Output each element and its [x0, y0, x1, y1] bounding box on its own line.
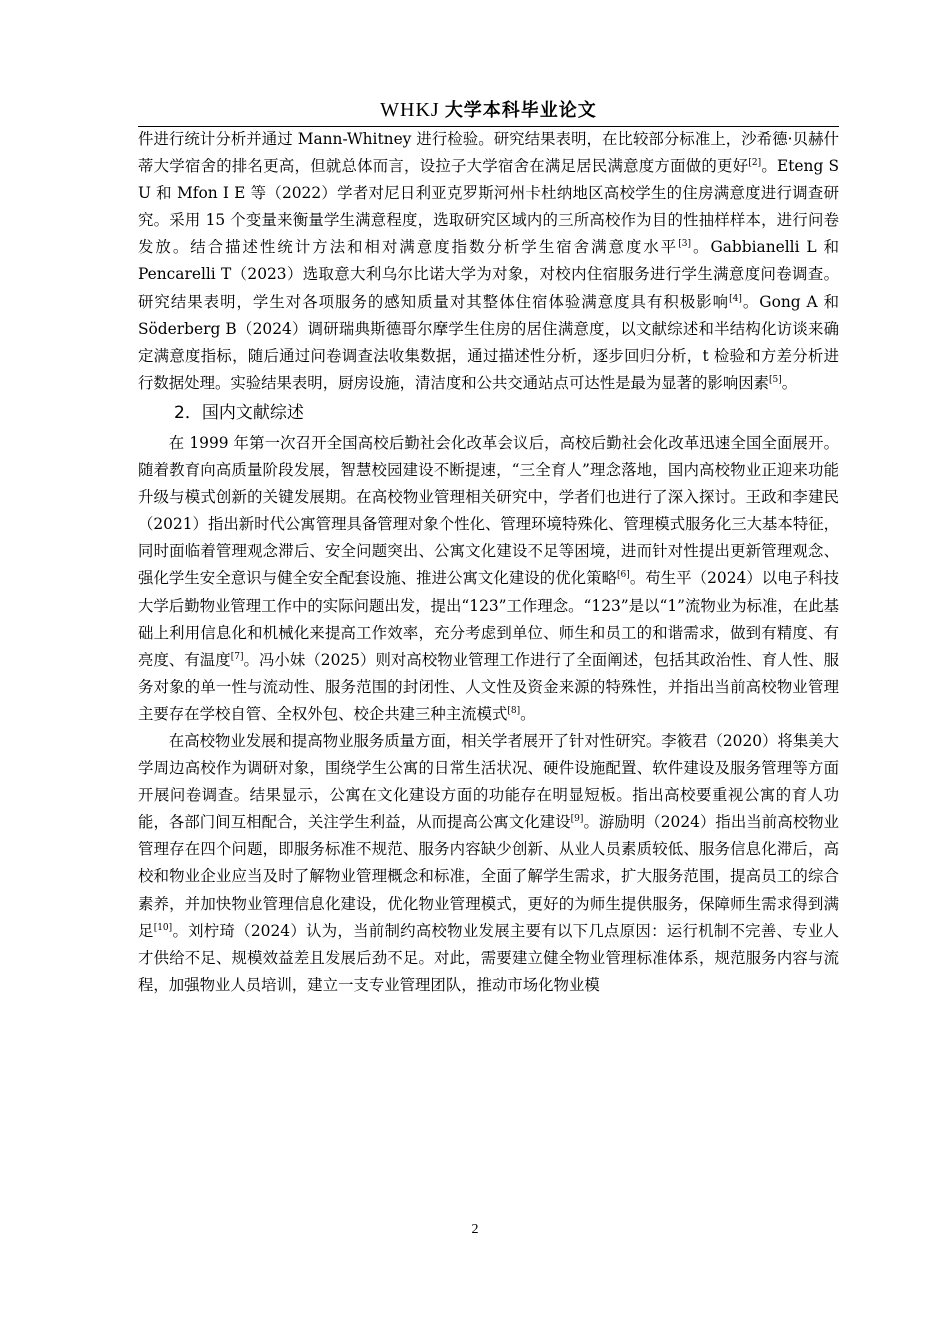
text-run: 件进行统计分析并通过 Mann-Whitney 进行检验。研究结果表明，在比较部分标准上，沙希德·贝赫什蒂大学宿舍的排名更高，但就总体而言，设拉子大学宿舍在满足居民满意度方面做的更好 [138, 130, 839, 176]
text-run: 在高校物业发展和提高物业服务质量方面，相关学者展开了针对性研究。李筱君（2020）将集美大学周边高校作为调研对象，围绕学生公寓的日常生活状况、硬件设施配置、软件建设及服务管理等方面开展问卷调查。结果显示，公寓在文化建设方面的功能存在明显短板。指出高校要重视公寓的育人功能，各部门间互相配合，关注学生利益，从而提高公寓文化建设 [138, 731, 839, 832]
text-run: 。Gong A 和 Söderberg B（2024）调研瑞典斯德哥尔摩学生住房的居住满意度，以文献综述和半结构化访谈来确定满意度指标，随后通过问卷调查法收集数据，通过描述性分析，逐步回归分析，t 检验和方差分析进行数据处理。实验结果表明，厨房设施，清洁度和公共交通站点可达性是最为显著的影响因素 [138, 292, 839, 392]
citation-ref: [3] [678, 239, 691, 250]
citation-ref: [5] [769, 374, 782, 385]
page-header [138, 92, 839, 127]
citation-ref: [7] [230, 651, 244, 662]
text-run: 。刘柠琦（2024）认为，当前制约高校物业发展主要有以下几点原因：运行机制不完善、专业人才供给不足、规模效益差且发展后劲不足。对此，需要建立健全物业管理标准体系，规范服务内容与流程，加强物业人员培训，建立一支专业管理团队，推动市场化物业模 [138, 921, 839, 994]
paragraph-1 [138, 126, 839, 397]
text-run: 。Gabbianelli L 和 Pencarelli T（2023）选取意大利乌尔比诺大学为对象，对校内住宿服务进行学生满意度问卷调查。研究结果表明，学生对各项服务的感知质量对其整体住宿体验满意度具有积极影响 [138, 238, 839, 311]
body-text [138, 126, 839, 999]
header-title: 大学本科毕业论文 [444, 100, 597, 121]
citation-ref: [2] [748, 158, 762, 169]
text-run: 。冯小妹（2025）则对高校物业管理工作进行了全面阐述，包括其政治性、育人性、服务对象的单一性与流动性、服务范围的封闭性、人文性及资金来源的特殊性，并指出当前高校物业管理主要存在学校自管、全权外包、校企共建三种主流模式 [138, 650, 839, 723]
text-run: 。 [781, 373, 798, 392]
text-run: 。苟生平（2024）以电子科技大学后勤物业管理工作中的实际问题出发，提出“123”工作理念。“123”是以“1”流物业为标准，在此基础上利用信息化和机械化来提高工作效率，充分考虑到单位、师生和员工的和谐需求，做到有精度、有亮度、有温度 [138, 569, 839, 669]
page-number: 2 [471, 1222, 479, 1237]
citation-ref: [10] [153, 922, 173, 933]
text-run: 。 [520, 704, 536, 723]
text-run: 。Eteng S U 和 Mfon I E 等（2022）学者对尼日利亚克罗斯河州卡杜纳地区高校学生的住房满意度进行调查研究。采用 15 个变量来衡量学生满意程度，选取研究区域内的三所高校作为目的性抽样样本，进行问卷发放。结合描述性统计方法和相对满意度指数分析学生宿舍满意度水平 [138, 157, 839, 257]
citation-ref: [6] [617, 570, 630, 581]
citation-ref: [9] [570, 814, 584, 825]
paragraph-2 [138, 430, 839, 728]
citation-ref: [4] [729, 293, 742, 304]
section-heading: 2．国内文献综述 [174, 402, 304, 423]
paragraph-3 [138, 728, 839, 999]
text-run: 在 1999 年第一次召开全国高校后勤社会化改革会议后，高校后勤社会化改革迅速全国全面展开。随着教育向高质量阶段发展，智慧校园建设不断提速，“三全育人”理念落地，国内高校物业正迎来功能升级与模式创新的关键发展期。在高校物业管理相关研究中，学者们也进行了深入探讨。王政和李建民（2021）指出新时代公寓管理具备管理对象个性化、管理环境特殊化、管理模式服务化三大基本特征，同时面临着管理观念滞后、安全问题突出、公寓文化建设不足等困境，进而针对性提出更新管理观念、强化学生安全意识与健全安全配套设施、推进公寓文化建设的优化策略 [138, 433, 839, 588]
text-run: 。游励明（2024）指出当前高校物业管理存在四个问题，即服务标准不规范、服务内容缺少创新、从业人员素质较低、服务信息化滞后，高校和物业企业应当及时了解物业管理概念和标准，全面了解学生需求，扩大服务范围，提高员工的综合素养，并加快物业管理信息化建设，优化物业管理模式，更好的为师生提供服务，保障师生需求得到满足 [138, 813, 839, 940]
citation-ref: [8] [507, 705, 521, 716]
header-code: WHKJ [380, 99, 440, 121]
